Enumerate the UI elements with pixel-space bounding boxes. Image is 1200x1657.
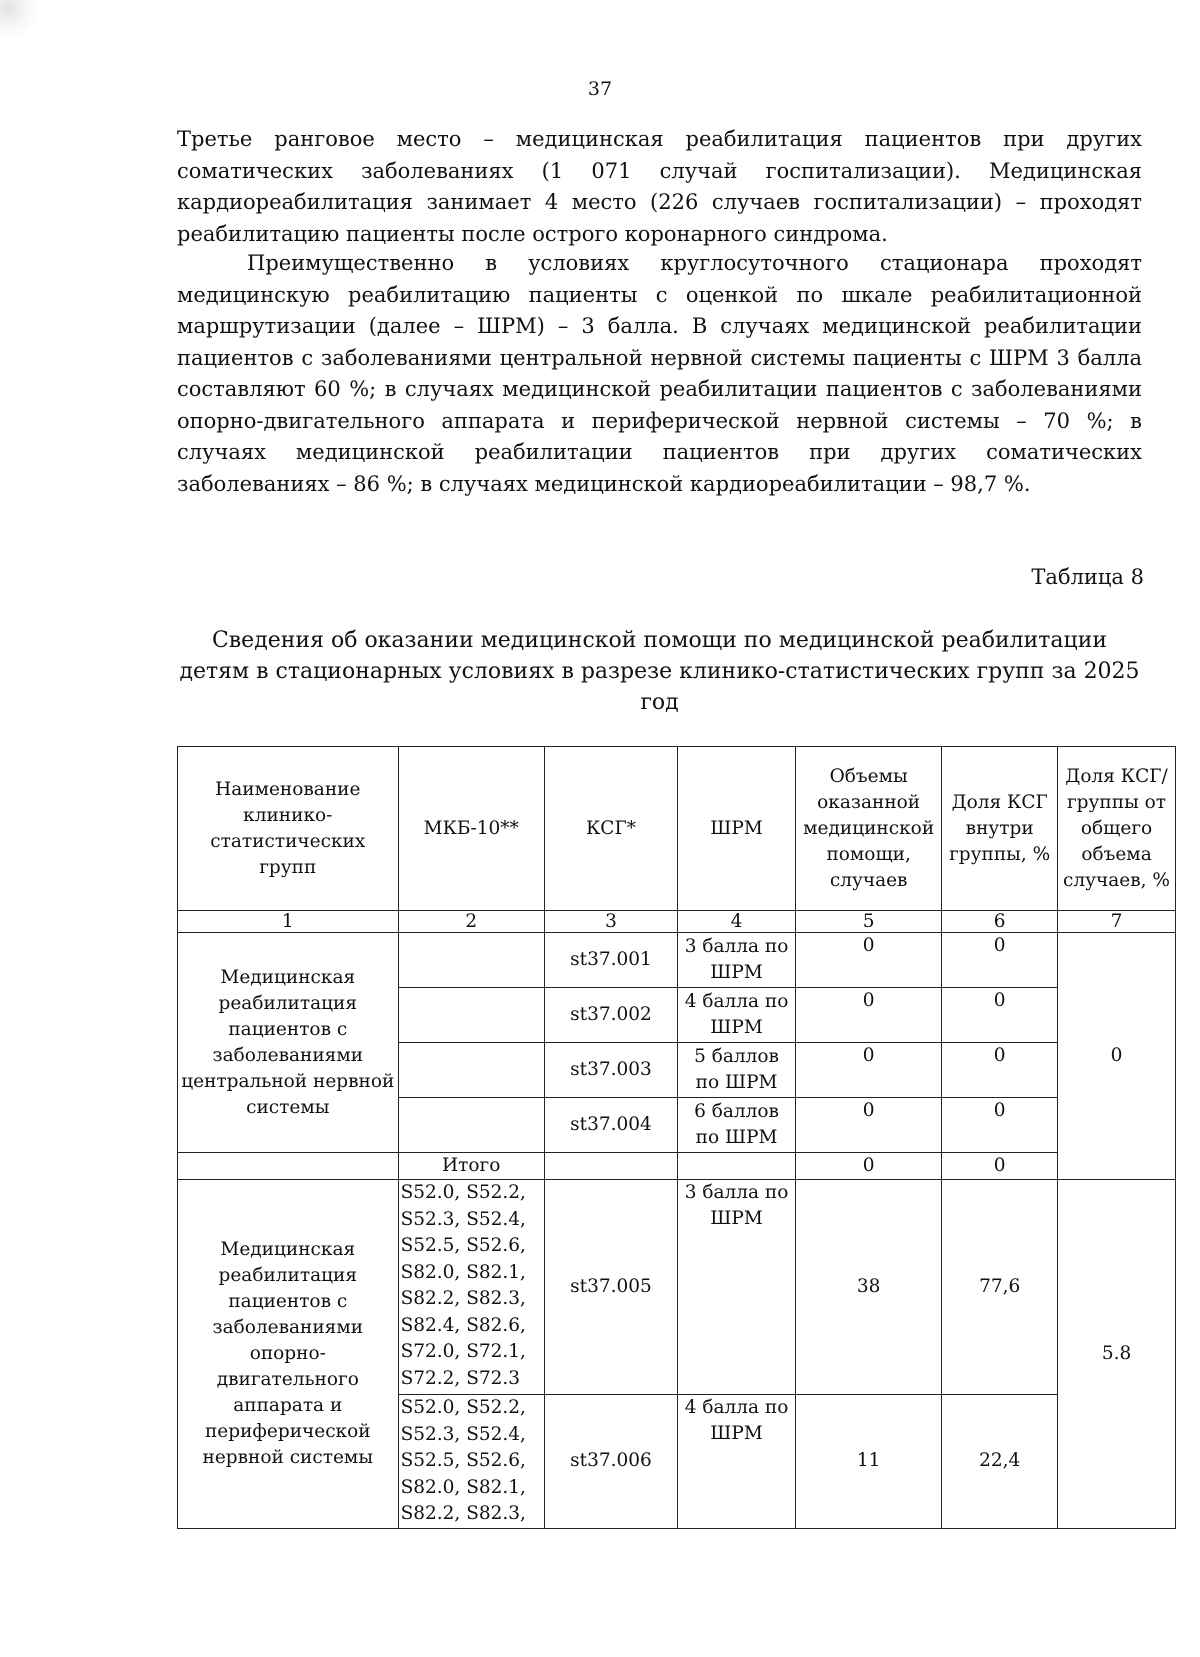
- shrm-cell: 4 балла по ШРМ: [678, 988, 796, 1043]
- table-row: [178, 933, 1176, 988]
- total-spacer: [178, 1153, 399, 1180]
- header-shrm: ШРМ: [678, 747, 796, 911]
- share-cell: 0: [942, 1098, 1058, 1153]
- volume-cell: 38: [796, 1180, 942, 1395]
- volume-cell: 0: [796, 933, 942, 988]
- column-number: 1: [178, 911, 399, 933]
- column-number: 7: [1058, 911, 1176, 933]
- share-cell: 0: [942, 933, 1058, 988]
- group-share-total-cns: 0: [1058, 933, 1176, 1180]
- volume-cell: 0: [796, 988, 942, 1043]
- volume-cell: 0: [796, 1098, 942, 1153]
- shrm-cell: 4 балла по ШРМ: [678, 1395, 796, 1529]
- shrm-cell: 6 баллов по ШРМ: [678, 1098, 796, 1153]
- header-mkb: МКБ-10**: [398, 747, 544, 911]
- ksg-cell: [544, 1153, 677, 1180]
- shrm-cell: 5 баллов по ШРМ: [678, 1043, 796, 1098]
- ksg-cell: st37.005: [544, 1180, 677, 1395]
- header-volume: Объемы оказанной медицинской помощи, случаев: [796, 747, 942, 911]
- header-share-total: Доля КСГ/группы от общего объема случаев, %: [1058, 747, 1176, 911]
- column-number: 6: [942, 911, 1058, 933]
- table-label: Таблица 8: [1031, 565, 1144, 589]
- share-cell: 0: [942, 1043, 1058, 1098]
- table-header-row: [178, 747, 1176, 911]
- mkb-cell: S52.0, S52.2, S52.3, S52.4, S52.5, S52.6, S82.0, S82.1, S82.2, S82.3, S82.4, S82.6, S72.0, S72.1, S72.2, S72.3: [398, 1180, 544, 1395]
- group-share-total-musculoskeletal: 5.8: [1058, 1180, 1176, 1529]
- volume-cell: 11: [796, 1395, 942, 1529]
- column-number: 3: [544, 911, 677, 933]
- paragraph-2: Преимущественно в условиях круглосуточного стационара проходят медицинскую реабилитацию пациенты с оценкой по шкале реабилитационной маршрутизации (далее – ШРМ) – 3 балла. В случаях медицинской реабилитации пациентов с заболеваниями центральной нервной системы пациенты с ШРМ 3 балла составляют 60 %; в случаях медицинской реабилитации пациентов с заболеваниями опорно-двигательного аппарата и периферической нервной системы – 70 %; в случаях медицинской реабилитации пациентов при других соматических заболеваниях – 86 %; в случаях медицинской кардиореабилитации – 98,7 %.: [177, 251, 1142, 496]
- rehabilitation-table: [177, 746, 1176, 1529]
- column-number: 4: [678, 911, 796, 933]
- shrm-cell: 3 балла по ШРМ: [678, 1180, 796, 1395]
- ksg-cell: st37.002: [544, 988, 677, 1043]
- column-number: 2: [398, 911, 544, 933]
- group-name-musculoskeletal: Медицинская реабилитация пациентов с заболеваниями опорно-двигательного аппарата и периферической нервной системы: [178, 1180, 399, 1529]
- column-number: 5: [796, 911, 942, 933]
- share-cell: 0: [942, 1153, 1058, 1180]
- share-cell: 22,4: [942, 1395, 1058, 1529]
- mkb-cell: [398, 1043, 544, 1098]
- shrm-cell: [678, 1153, 796, 1180]
- total-label: Итого: [398, 1153, 544, 1180]
- page-number: 37: [587, 78, 613, 100]
- header-ksg: КСГ*: [544, 747, 677, 911]
- group-name-cns: Медицинская реабилитация пациентов с заболеваниями центральной нервной системы: [178, 933, 399, 1153]
- volume-cell: 0: [796, 1043, 942, 1098]
- paragraph-1: Третье ранговое место – медицинская реабилитация пациентов при других соматических заболеваниях (1 071 случай госпитализации). Медицинская кардиореабилитация занимает 4 место (226 случаев госпитализации) – проходят реабилитацию пациенты после острого коронарного синдрома.: [177, 127, 1142, 246]
- column-number-row: [178, 911, 1176, 933]
- header-share-in-group: Доля КСГ внутри группы, %: [942, 747, 1058, 911]
- ksg-cell: st37.004: [544, 1098, 677, 1153]
- volume-cell: 0: [796, 1153, 942, 1180]
- share-cell: 77,6: [942, 1180, 1058, 1395]
- table-title: Сведения об оказании медицинской помощи по медицинской реабилитации детям в стационарных условиях в разрезе клинико-статистических групп за 2025 год: [179, 628, 1140, 715]
- shrm-cell: 3 балла по ШРМ: [678, 933, 796, 988]
- scan-artifact: [0, 0, 40, 40]
- mkb-cell: [398, 988, 544, 1043]
- mkb-cell: [398, 933, 544, 988]
- table-row: [178, 1180, 1176, 1395]
- ksg-cell: st37.006: [544, 1395, 677, 1529]
- ksg-cell: st37.001: [544, 933, 677, 988]
- share-cell: 0: [942, 988, 1058, 1043]
- mkb-cell: [398, 1098, 544, 1153]
- mkb-cell: S52.0, S52.2, S52.3, S52.4, S52.5, S52.6, S82.0, S82.1, S82.2, S82.3,: [398, 1395, 544, 1529]
- table-total-row: [178, 1153, 1176, 1180]
- header-group-name: Наименование клинико-статистических групп: [178, 747, 399, 911]
- ksg-cell: st37.003: [544, 1043, 677, 1098]
